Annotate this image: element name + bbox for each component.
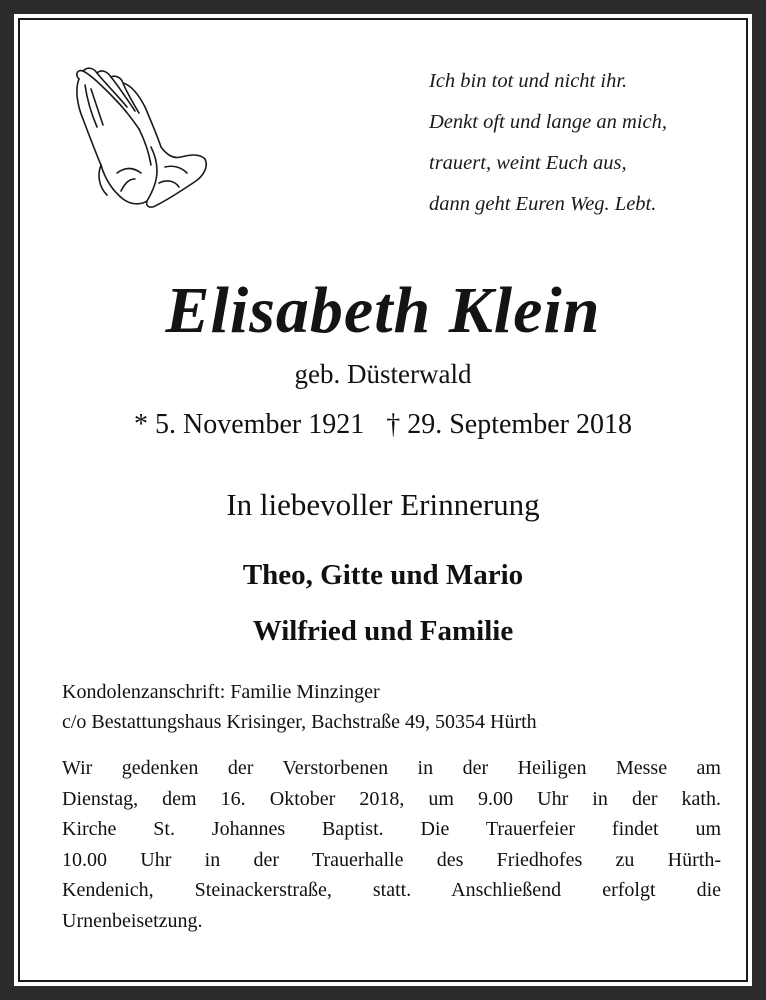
- mourners: [17, 547, 749, 659]
- poem: [429, 61, 729, 225]
- maiden-name: geb. Düsterwald: [294, 359, 472, 389]
- condolence-address: [62, 677, 537, 737]
- notice-line: 10.00 Uhr in der Trauerhalle des Friedhofes zu Hürth-: [62, 848, 721, 871]
- notice-line: Urnenbeisetzung.: [62, 909, 203, 932]
- memory-line: In liebevoller Erinnerung: [226, 487, 540, 522]
- poem-line: trauert, weint Euch aus,: [429, 152, 627, 174]
- mourner-line: Wilfried und Familie: [252, 615, 514, 647]
- poem-line: Denkt oft und lange an mich,: [429, 111, 667, 133]
- praying-hands-icon: [61, 55, 211, 215]
- deceased-name: Elisabeth Klein: [165, 274, 601, 347]
- death-date: † 29. September 2018: [386, 409, 632, 440]
- service-notice: [62, 753, 721, 936]
- notice-line: Kirche St. Johannes Baptist. Die Trauerfeier findet um: [62, 818, 721, 840]
- obituary-inner-frame: [14, 14, 752, 986]
- life-dates: [17, 409, 749, 441]
- address-line: Kondolenzanschrift: Familie Minzinger: [62, 681, 380, 703]
- notice-line: Wir gedenken der Verstorbenen in der Heiligen Messe am: [62, 757, 721, 779]
- address-line: c/o Bestattungshaus Krisinger, Bachstraße 49, 50354 Hürth: [62, 711, 537, 733]
- mourner-line: Theo, Gitte und Mario: [242, 559, 524, 591]
- poem-line: Ich bin tot und nicht ihr.: [429, 70, 628, 92]
- birth-date: * 5. November 1921: [134, 409, 365, 440]
- notice-line: Dienstag, dem 16. Oktober 2018, um 9.00 Uhr in der kath.: [62, 787, 721, 810]
- notice-line: Kendenich, Steinackerstraße, statt. Anschließend erfolgt die: [62, 879, 721, 901]
- poem-line: dann geht Euren Weg. Lebt.: [429, 193, 657, 215]
- obituary-content: [17, 17, 749, 983]
